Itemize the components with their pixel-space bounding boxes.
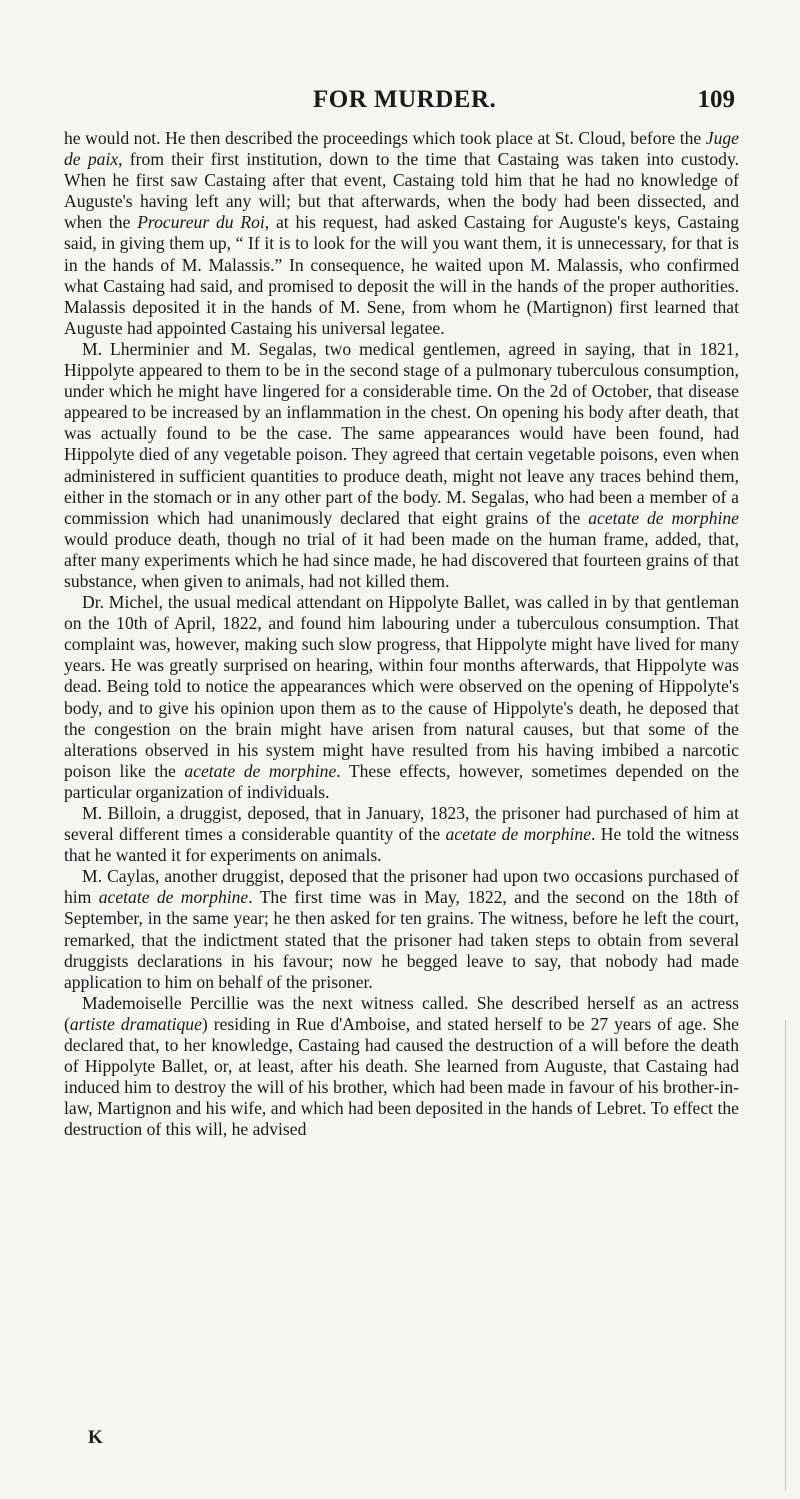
paragraph: M. Caylas, another druggist, deposed that the prisoner had upon two occasions purchased of him acetate de morphine. The first time was in May, 1822, and the second on the 18th of September, in the same year; he then asked for ten grains. The witness, before he left the court, remarked, that the indictment stated that the prisoner had taken steps to obtain from several druggists declarations in his favour; now he begged leave to say, that nobody had made application to him on behalf of the prisoner. — [64, 866, 739, 992]
paragraph: Dr. Michel, the usual medical attendant on Hippolyte Ballet, was called in by that gentleman on the 10th of April, 1822, and found him labouring under a tuberculous consumption. That complaint was, however, making such slow progress, that Hippolyte might have lived for many years. He was greatly surprised on hearing, within four months afterwards, that Hippolyte was dead. Being told to notice the appearances which were observed on the opening of Hippolyte's body, and to give his opinion upon them as to the cause of Hippolyte's death, he deposed that the congestion on the brain might have arisen from natural causes, but that some of the alterations observed in his system might have resulted from his having imbibed a narcotic poison like the acetate de morphine. These effects, however, sometimes depended on the particular organization of individuals. — [64, 592, 739, 802]
page-header — [269, 86, 735, 116]
margin-divider — [785, 1020, 786, 1490]
body-text — [64, 128, 739, 1141]
paragraph: M. Billoin, a druggist, deposed, that in January, 1823, the prisoner had purchased of him at several different times a considerable quantity of the acetate de morphine. He told the witness that he wanted it for experiments on animals. — [64, 803, 739, 866]
signature-mark: K — [88, 1427, 103, 1448]
page-number: 109 — [697, 86, 735, 113]
paragraph: M. Lherminier and M. Segalas, two medical gentlemen, agreed in saying, that in 1821, Hippolyte appeared to them to be in the second stage of a pulmonary tuberculous consumption, under which he might have lingered for a considerable time. On the 2d of October, that disease appeared to be increased by an inflammation in the chest. On opening his body after death, that was actually found to be the case. The same appearances would have been found, had Hippolyte died of any vegetable poison. They agreed that certain vegetable poisons, even when administered in sufficient quantities to produce death, might not leave any traces behind them, either in the stomach or in any other part of the body. M. Segalas, who had been a member of a commission which had unanimously declared that eight grains of the acetate de morphine would produce death, though no trial of it had been made on the human frame, added, that, after many experiments which he had since made, he had discovered that fourteen grains of that substance, when given to animals, had not killed them. — [64, 338, 739, 591]
paragraph: he would not. He then described the proceedings which took place at St. Cloud, before the Juge de paix, from their first institution, down to the time that Castaing was taken into custody. When he first saw Castaing after that event, Castaing told him that he had no knowledge of Auguste's having left any will; but that afterwards, when the body had been dissected, and when the Procureur du Roi, at his request, had asked Castaing for Auguste's keys, Castaing said, in giving them up, “ If it is to look for the will you want them, it is unnecessary, for that is in the hands of M. Malassis.” In consequence, he waited upon M. Malassis, who confirmed what Castaing had said, and promised to deposit the will in the hands of the proper authorities. Malassis deposited it in the hands of M. Sene, from whom he (Martignon) first learned that Auguste had appointed Castaing his universal legatee. — [64, 128, 740, 338]
paragraph: Mademoiselle Percillie was the next witness called. She described herself as an actress (artiste dramatique) residing in Rue d'Amboise, and stated herself to be 27 years of age. She declared that, to her knowledge, Castaing had caused the destruction of a will before the death of Hippolyte Ballet, or, at least, after his death. She learned from Auguste, that Castaing had induced him to destroy the will of his brother, which had been made in favour of his brother-in-law, Martignon and his wife, and which had been deposited in the hands of Lebret. To effect the destruction of this will, he advised — [64, 992, 739, 1140]
running-head: FOR MURDER. — [313, 86, 497, 113]
